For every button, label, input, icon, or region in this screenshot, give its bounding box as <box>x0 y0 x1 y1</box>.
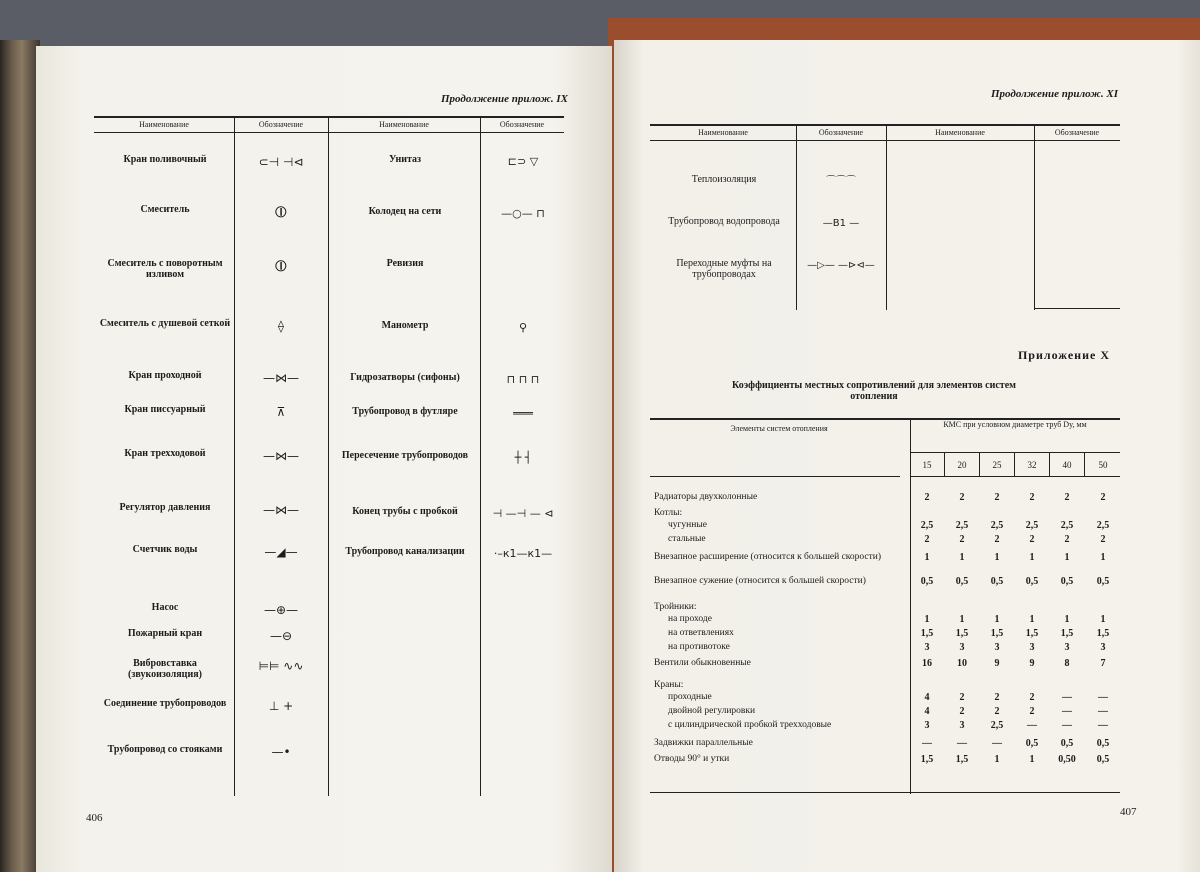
symbol-glyph: ⊂⊣ ⊣⊲ <box>258 155 304 169</box>
kms-row-label: двойной регулировки <box>668 706 756 716</box>
symbol-name: Пожарный кран <box>127 628 203 639</box>
kms-value: 0,5 <box>955 576 969 587</box>
kms-value: — <box>922 738 932 749</box>
kms-row-label: стальные <box>668 534 706 544</box>
symbol-name: Кран поливочный <box>123 154 207 165</box>
kms-row-label: на противотоке <box>668 642 730 652</box>
kms-row-label: на ответвлениях <box>668 628 734 638</box>
kms-value: 0,5 <box>1096 754 1110 765</box>
symbol-glyph: ⟠ <box>278 319 284 333</box>
kms-value: 2 <box>994 492 1000 503</box>
kms-value: 2 <box>994 692 1000 703</box>
kms-value: 1,5 <box>1060 628 1074 639</box>
symbol-name: Вибровставка (звукоизоляция) <box>128 658 202 680</box>
kms-value: 3 <box>924 720 930 731</box>
kms-value: 1 <box>1029 552 1035 563</box>
kms-value: 2,5 <box>955 520 969 531</box>
symbol-name: Трубопровод в футляре <box>352 406 458 417</box>
header-name: Наименование <box>698 128 748 137</box>
kms-value: 2,5 <box>1060 520 1074 531</box>
kms-value: 2 <box>959 492 965 503</box>
kms-value: 9 <box>1029 658 1035 669</box>
kms-value: 4 <box>924 706 930 717</box>
kms-value: — <box>1027 720 1037 731</box>
kms-value: 3 <box>959 720 965 731</box>
left-page <box>36 46 612 872</box>
column-divider <box>1034 124 1035 310</box>
kms-value: 3 <box>994 642 1000 653</box>
kms-row-label: проходные <box>668 692 712 702</box>
symbol-name: Счетчик воды <box>132 544 198 555</box>
kms-value: 1 <box>1064 614 1070 625</box>
symbol-name: Трубопровод со стояками <box>107 744 223 755</box>
kms-value: 2 <box>959 706 965 717</box>
column-divider <box>886 124 887 310</box>
kms-diameter: 40 <box>1062 460 1072 470</box>
book-page-edges <box>0 40 40 872</box>
kms-value: 1,5 <box>955 628 969 639</box>
kms-value: 4 <box>924 692 930 703</box>
left-page-header: Продолжение прилож. IX <box>440 93 568 105</box>
kms-value: 2 <box>1064 492 1070 503</box>
symbol-glyph: ⚲ <box>518 321 528 334</box>
kms-value: 1 <box>1029 614 1035 625</box>
page-number: 406 <box>86 812 103 824</box>
kms-value: 1 <box>994 614 1000 625</box>
kms-value: 2,5 <box>1025 520 1039 531</box>
kms-value: 1 <box>1100 552 1106 563</box>
kms-head-left: Элементы систем отопления <box>730 424 828 433</box>
kms-value: 8 <box>1064 658 1070 669</box>
table-caption: Коэффициенты местных сопротивлений для элементов систем отопления <box>732 380 1016 402</box>
symbol-glyph: ⊼ <box>276 405 286 419</box>
kms-row-label: Краны: <box>654 680 684 690</box>
kms-value: 2,5 <box>990 720 1004 731</box>
symbol-name: Теплоизоляция <box>691 174 757 185</box>
kms-head-right: КМС при условном диаметре труб Dy, мм <box>943 420 1087 429</box>
kms-value: 0,5 <box>1025 576 1039 587</box>
symbol-glyph: ⊨⊨ ∿∿ <box>258 659 304 673</box>
symbol-name: Смеситель <box>140 204 190 215</box>
symbol-name: Трубопровод канализации <box>345 546 465 557</box>
kms-value: 2 <box>1029 692 1035 703</box>
kms-value: 10 <box>957 658 967 669</box>
kms-value: — <box>957 738 967 749</box>
symbol-glyph: —○— ⊓ <box>501 207 545 220</box>
header-name: Наименование <box>139 120 189 129</box>
kms-value: 1,5 <box>1025 628 1039 639</box>
kms-diameter: 20 <box>957 460 967 470</box>
kms-diameter-divider <box>979 452 980 476</box>
kms-value: 1,5 <box>990 628 1004 639</box>
kms-value: 2 <box>994 534 1000 545</box>
kms-value: 2 <box>1029 492 1035 503</box>
column-divider <box>234 116 235 796</box>
kms-row-label: на проходе <box>668 614 712 624</box>
symbol-name: Кран трехходовой <box>124 448 206 459</box>
symbol-glyph: ┼ ┤ <box>514 451 532 464</box>
symbol-name: Пересечение трубопроводов <box>341 450 469 461</box>
kms-value: 1 <box>994 754 1000 765</box>
kms-value: 0,5 <box>1025 738 1039 749</box>
kms-head-rule <box>650 476 900 477</box>
symbol-name: Конец трубы с пробкой <box>352 506 458 517</box>
symbol-glyph: —⊕— <box>263 603 299 617</box>
table-head-rule <box>94 132 564 133</box>
kms-value: 3 <box>1100 642 1106 653</box>
right-page <box>614 40 1200 872</box>
kms-value: 0,5 <box>920 576 934 587</box>
kms-row-label: Вентили обыкновенные <box>654 658 751 668</box>
symbol-name: Манометр <box>381 320 429 331</box>
kms-row-label: Внезапное сужение (относится к большей скорости) <box>654 576 866 586</box>
kms-value: — <box>1062 692 1072 703</box>
kms-diameter: 15 <box>922 460 932 470</box>
table-top-rule <box>94 116 564 118</box>
kms-row-label: Внезапное расширение (относится к большей скорости) <box>654 552 882 562</box>
kms-value: 1 <box>959 552 965 563</box>
table-head-rule <box>650 140 1120 141</box>
column-divider <box>480 116 481 796</box>
symbol-glyph: —⋈— <box>263 503 299 517</box>
kms-diameter-divider <box>944 452 945 476</box>
kms-value: 2,5 <box>920 520 934 531</box>
kms-value: 2,5 <box>1096 520 1110 531</box>
kms-value: — <box>1098 706 1108 717</box>
kms-value: 1,5 <box>955 754 969 765</box>
symbol-glyph: —⋈— <box>263 449 299 463</box>
kms-value: 7 <box>1100 658 1106 669</box>
symbol-glyph: ⦶ <box>275 256 287 275</box>
column-divider <box>796 124 797 310</box>
kms-value: 0,50 <box>1058 754 1076 765</box>
symbol-name: Переходные муфты на трубопроводах <box>676 258 772 280</box>
symbol-name: Соединение трубопроводов <box>103 698 227 709</box>
symbol-glyph: —В1 — <box>822 218 860 229</box>
kms-value: 1 <box>1064 552 1070 563</box>
symbol-glyph: ⊓ ⊓ ⊓ <box>506 373 540 386</box>
appendix-title: Приложение X <box>1017 348 1110 362</box>
kms-value: — <box>1098 720 1108 731</box>
symbol-name: Насос <box>151 602 179 613</box>
page-number: 407 <box>1120 806 1137 818</box>
kms-row-label: чугунные <box>668 520 707 530</box>
header-name: Наименование <box>379 120 429 129</box>
kms-head-rule <box>910 476 1120 477</box>
header-symbol: Обозначение <box>1054 128 1100 137</box>
symbol-name: Унитаз <box>388 154 422 165</box>
kms-row-label: Радиаторы двухколонные <box>654 492 758 502</box>
symbol-glyph: —⋈— <box>263 371 299 385</box>
symbol-name: Смеситель с душевой сеткой <box>99 318 231 329</box>
kms-row-label: Котлы: <box>654 508 683 518</box>
kms-table-bottom-rule <box>650 792 1120 793</box>
kms-diameter: 25 <box>992 460 1002 470</box>
column-divider <box>328 116 329 796</box>
kms-diameter: 32 <box>1027 460 1037 470</box>
kms-value: 1,5 <box>1096 628 1110 639</box>
kms-value: 2 <box>1029 534 1035 545</box>
symbol-name: Колодец на сети <box>368 206 442 217</box>
kms-value: 0,5 <box>990 576 1004 587</box>
symbol-glyph: —▷— —⊳⊲— <box>807 260 875 271</box>
kms-value: — <box>1062 720 1072 731</box>
kms-value: 3 <box>1064 642 1070 653</box>
kms-value: 1 <box>1029 754 1035 765</box>
kms-value: — <box>992 738 1002 749</box>
kms-value: 2 <box>924 534 930 545</box>
symbol-name: Ревизия <box>386 258 424 269</box>
kms-value: 0,5 <box>1060 576 1074 587</box>
symbol-glyph: —• <box>271 745 291 759</box>
symbol-glyph: —⊖ <box>269 629 293 643</box>
symbol-name: Трубопровод водопровода <box>668 216 780 227</box>
kms-row-label: с цилиндрической пробкой трехходовые <box>668 720 832 730</box>
kms-value: — <box>1098 692 1108 703</box>
kms-subhead-rule <box>910 452 1120 453</box>
kms-value: 1,5 <box>920 754 934 765</box>
kms-value: 2 <box>1064 534 1070 545</box>
kms-diameter-divider <box>1014 452 1015 476</box>
symbol-glyph: ═══ <box>513 407 533 420</box>
kms-value: 2 <box>994 706 1000 717</box>
right-page-header: Продолжение прилож. XI <box>990 88 1118 100</box>
symbol-glyph: ⊏⊃ ▽ <box>507 155 539 168</box>
kms-value: 16 <box>922 658 932 669</box>
header-symbol: Обозначение <box>818 128 864 137</box>
kms-row-label: Задвижки параллельные <box>654 738 753 748</box>
kms-diameter-divider <box>1049 452 1050 476</box>
kms-value: 1 <box>994 552 1000 563</box>
header-symbol: Обозначение <box>499 120 545 129</box>
kms-value: 3 <box>959 642 965 653</box>
header-name: Наименование <box>935 128 985 137</box>
kms-value: 1 <box>924 552 930 563</box>
kms-value: 2 <box>1100 534 1106 545</box>
symbol-glyph: ⦶ <box>275 202 287 221</box>
symbol-glyph: ⊣ —⊣ — ⊲ <box>492 507 554 520</box>
kms-row-label: Отводы 90° и утки <box>654 754 730 764</box>
kms-value: 1 <box>959 614 965 625</box>
symbol-name: Гидрозатворы (сифоны) <box>350 372 460 383</box>
table-top-rule <box>650 124 1120 126</box>
kms-value: 0,5 <box>1096 576 1110 587</box>
table-bottom-rule <box>1034 308 1120 309</box>
kms-value: 2 <box>924 492 930 503</box>
symbol-glyph: ⌒⌒⌒ <box>826 176 856 187</box>
header-symbol: Обозначение <box>258 120 304 129</box>
symbol-name: Регулятор давления <box>119 502 211 513</box>
kms-value: 2 <box>1029 706 1035 717</box>
symbol-name: Кран проходной <box>128 370 202 381</box>
symbol-glyph: ·–к1—к1— <box>493 547 553 560</box>
symbol-glyph: ⊥ + <box>268 699 294 713</box>
kms-value: 1,5 <box>920 628 934 639</box>
kms-diameter-divider <box>1084 452 1085 476</box>
kms-value: 0,5 <box>1060 738 1074 749</box>
symbol-glyph: —◢— <box>264 545 298 559</box>
kms-value: 0,5 <box>1096 738 1110 749</box>
kms-value: 3 <box>1029 642 1035 653</box>
kms-column-divider <box>910 418 911 794</box>
kms-value: 2 <box>959 692 965 703</box>
kms-value: 2 <box>959 534 965 545</box>
symbol-name: Кран писсуарный <box>124 404 206 415</box>
kms-value: 3 <box>924 642 930 653</box>
kms-value: 9 <box>994 658 1000 669</box>
kms-value: 1 <box>924 614 930 625</box>
kms-value: 2,5 <box>990 520 1004 531</box>
kms-diameter: 50 <box>1098 460 1108 470</box>
symbol-name: Смеситель с поворотным изливом <box>107 258 223 280</box>
kms-value: 2 <box>1100 492 1106 503</box>
kms-row-label: Тройники: <box>654 602 697 612</box>
kms-value: — <box>1062 706 1072 717</box>
kms-value: 1 <box>1100 614 1106 625</box>
